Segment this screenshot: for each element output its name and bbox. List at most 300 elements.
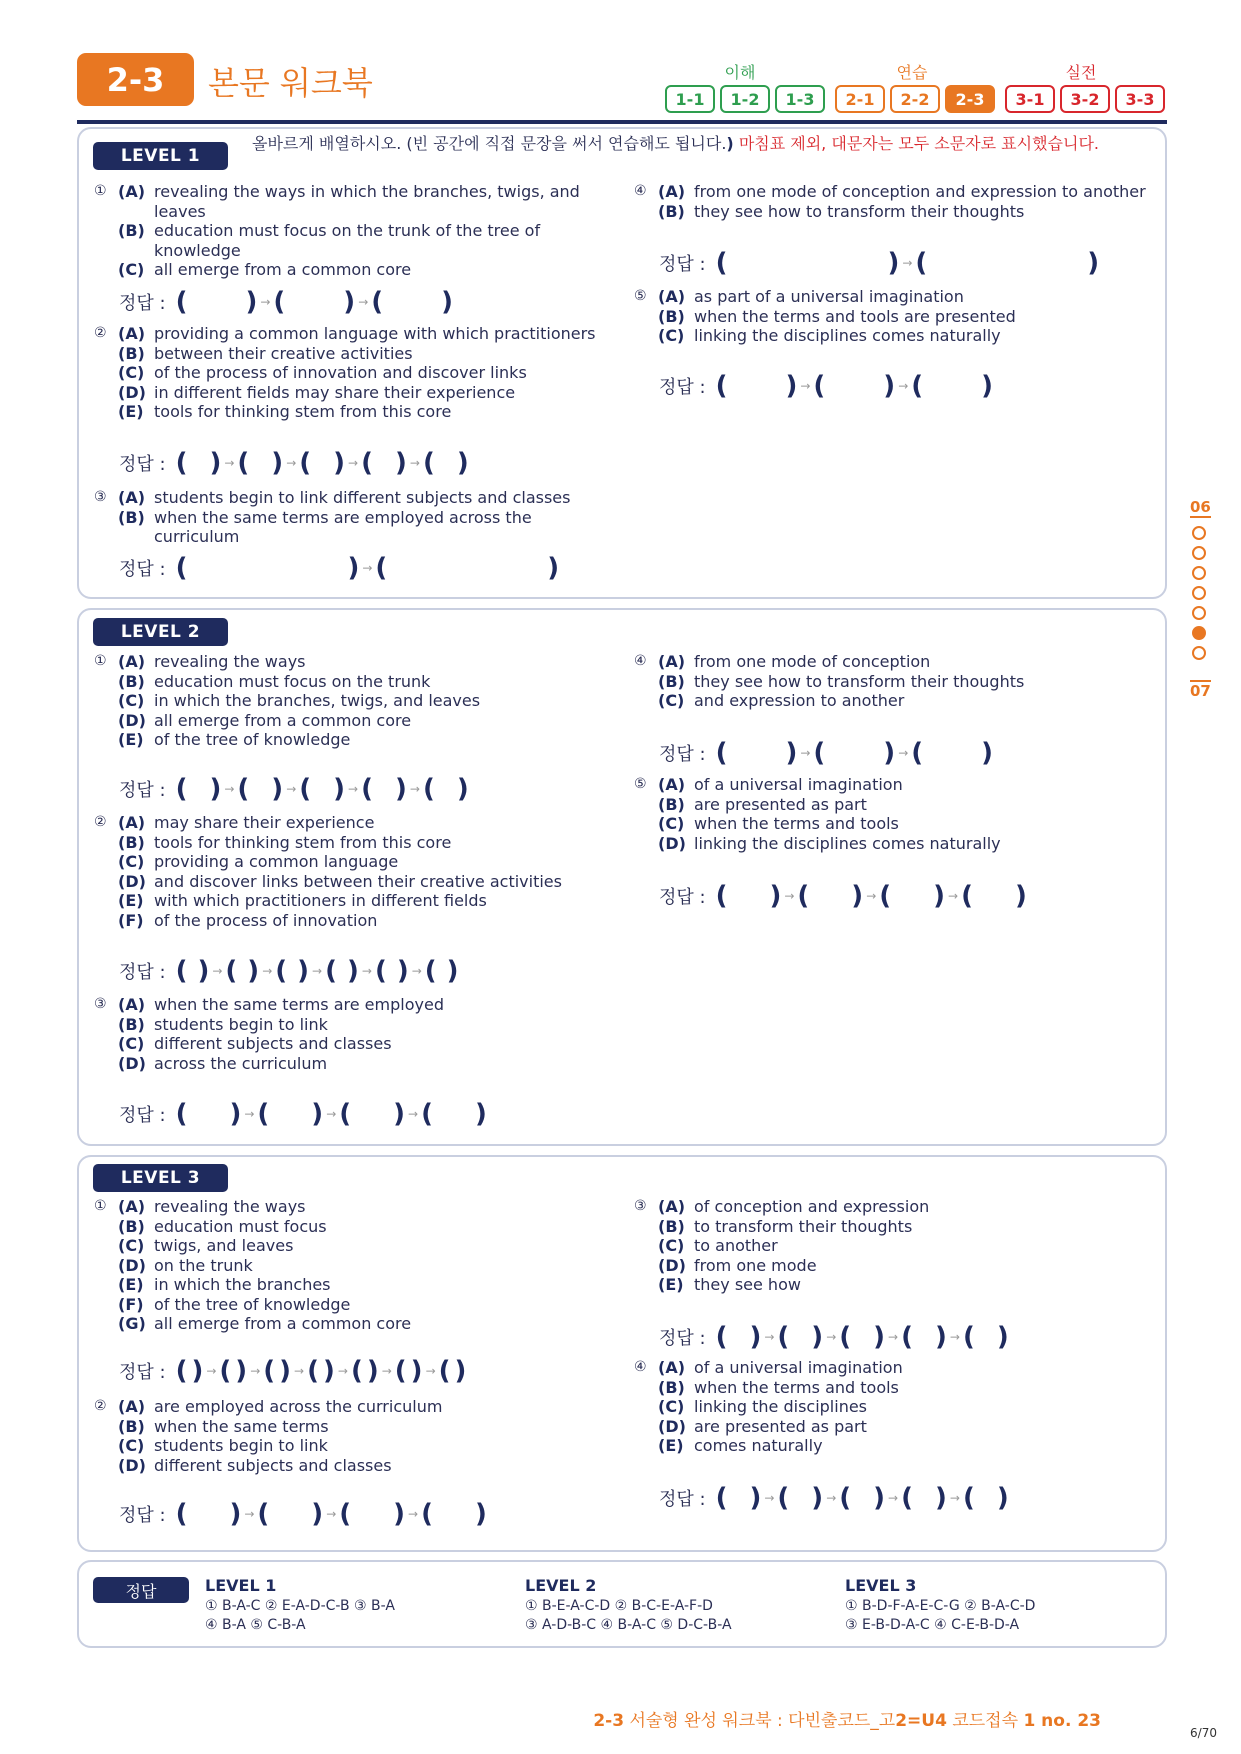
question-number bbox=[94, 872, 118, 892]
item-letter: (D) bbox=[118, 710, 146, 730]
answer-blank[interactable] bbox=[423, 450, 469, 476]
item-text: providing a common language with which practitioners bbox=[154, 324, 596, 343]
question-number bbox=[634, 1378, 658, 1398]
question-item bbox=[634, 182, 1154, 202]
answer-blank[interactable] bbox=[395, 1358, 423, 1384]
question-item bbox=[634, 1358, 1154, 1378]
close-paren: ) bbox=[456, 774, 469, 804]
close-paren: ) bbox=[873, 1483, 886, 1513]
answer-label: 정답 : bbox=[119, 780, 166, 801]
item-letter: (B) bbox=[118, 221, 145, 240]
arrow-icon: → bbox=[898, 746, 909, 760]
arrow-icon: → bbox=[250, 1364, 261, 1378]
answer-blank[interactable] bbox=[361, 450, 407, 476]
tab-1-3[interactable]: 1-3 bbox=[775, 85, 825, 113]
open-paren: ( bbox=[797, 881, 810, 911]
close-paren: ) bbox=[785, 371, 798, 401]
index-dot-active bbox=[1192, 626, 1206, 640]
item-text: and discover links between their creative activities bbox=[154, 871, 562, 891]
answer-label: 정답 : bbox=[659, 254, 706, 275]
question-number: ③ bbox=[94, 996, 107, 1012]
footer-code: 2-3 bbox=[593, 1711, 625, 1731]
arrow-icon: → bbox=[898, 379, 909, 393]
close-paren: ) bbox=[811, 1483, 824, 1513]
answer-blank[interactable] bbox=[375, 555, 559, 581]
item-letter: (D) bbox=[118, 382, 146, 402]
answer-blank[interactable] bbox=[307, 1358, 335, 1384]
open-paren: ( bbox=[421, 1099, 433, 1129]
item-letter: (A) bbox=[658, 1358, 686, 1377]
answer-blank[interactable] bbox=[963, 1324, 1009, 1350]
answer-blank[interactable] bbox=[439, 1358, 467, 1384]
answer-blank[interactable] bbox=[423, 776, 469, 802]
answer-blanks bbox=[659, 1322, 1009, 1352]
question-item bbox=[94, 324, 604, 344]
answer-blank[interactable] bbox=[219, 1358, 247, 1384]
answer-blank[interactable] bbox=[716, 883, 782, 909]
arrow-icon: → bbox=[888, 1330, 899, 1344]
item-text: providing a common language bbox=[154, 852, 399, 871]
arrow-icon: → bbox=[348, 782, 359, 796]
question bbox=[634, 652, 1154, 711]
question-item bbox=[634, 1256, 1154, 1276]
close-paren: ) bbox=[191, 1356, 204, 1386]
item-text: students begin to link bbox=[154, 1014, 328, 1034]
question-item bbox=[634, 775, 1154, 795]
answer-blank[interactable] bbox=[263, 1358, 291, 1384]
item-letter: (D) bbox=[118, 871, 146, 891]
close-paren: ) bbox=[229, 1499, 242, 1529]
question-number: ② bbox=[94, 1398, 107, 1414]
answer-key-label: 정답 bbox=[93, 1577, 189, 1603]
answer-blank[interactable] bbox=[361, 776, 407, 802]
index-dot bbox=[1192, 606, 1206, 620]
answer-key-line: ① B-A-C ② E-A-D-C-B ③ B-A bbox=[205, 1598, 395, 1614]
item-text: of a universal imagination bbox=[694, 1358, 903, 1377]
arrow-icon: → bbox=[326, 1107, 337, 1121]
item-letter: (C) bbox=[118, 1236, 145, 1255]
answer-blanks bbox=[659, 738, 993, 768]
item-text: comes naturally bbox=[694, 1436, 823, 1455]
answer-blank[interactable] bbox=[421, 1101, 487, 1127]
arrow-icon: → bbox=[362, 561, 373, 575]
question-item bbox=[94, 672, 604, 692]
question-number bbox=[634, 202, 658, 222]
open-paren: ( bbox=[394, 1356, 407, 1386]
item-letter: (C) bbox=[118, 852, 145, 871]
question bbox=[634, 182, 1154, 221]
question-number bbox=[634, 691, 658, 711]
question-number bbox=[94, 344, 118, 364]
answer-blank[interactable] bbox=[237, 450, 283, 476]
page-title: 본문 워크북 bbox=[208, 64, 373, 102]
close-paren: ) bbox=[322, 1356, 335, 1386]
answer-key-line: ④ B-A ⑤ C-B-A bbox=[205, 1617, 306, 1633]
answer-blank[interactable] bbox=[225, 958, 259, 984]
question-item bbox=[634, 691, 1154, 711]
question-number bbox=[634, 834, 658, 854]
open-paren: ( bbox=[339, 1099, 352, 1129]
open-paren: ( bbox=[911, 738, 924, 768]
answer-key-title: LEVEL 1 bbox=[205, 1576, 277, 1595]
question-number bbox=[634, 1275, 658, 1295]
item-text: different subjects and classes bbox=[154, 1034, 392, 1053]
item-letter: (B) bbox=[658, 306, 685, 326]
item-text: between their creative activities bbox=[154, 343, 413, 363]
item-letter: (C) bbox=[118, 363, 145, 382]
answer-blank[interactable] bbox=[325, 958, 359, 984]
question-item bbox=[634, 1378, 1154, 1398]
item-text: when the same terms are employed across the curriculum bbox=[154, 507, 532, 546]
arrow-icon: → bbox=[826, 1330, 837, 1344]
item-letter: (C) bbox=[118, 1034, 145, 1053]
open-paren: ( bbox=[219, 1356, 232, 1386]
close-paren: ) bbox=[393, 1499, 406, 1529]
item-text: of the process of innovation and discover links bbox=[154, 363, 527, 382]
answer-blank[interactable] bbox=[797, 883, 863, 909]
answer-blank[interactable] bbox=[339, 1501, 405, 1527]
answer-blank[interactable] bbox=[273, 289, 355, 315]
open-paren: ( bbox=[421, 1499, 433, 1529]
question-item bbox=[94, 1217, 604, 1237]
answer-blank[interactable] bbox=[716, 250, 900, 276]
answer-blank[interactable] bbox=[777, 1324, 823, 1350]
question-item bbox=[634, 307, 1154, 327]
item-letter: (B) bbox=[658, 1377, 685, 1397]
answer-key-line: ③ E-B-D-A-C ④ C-E-B-D-A bbox=[845, 1617, 1020, 1633]
answer-blank[interactable] bbox=[237, 776, 283, 802]
close-paren: ) bbox=[394, 448, 407, 478]
question-item bbox=[94, 402, 604, 422]
answer-label: 정답 : bbox=[659, 744, 706, 765]
question-item bbox=[94, 1256, 604, 1276]
item-text: linking the disciplines comes naturally bbox=[694, 326, 1001, 345]
open-paren: ( bbox=[175, 553, 188, 583]
question-item bbox=[634, 795, 1154, 815]
answer-label: 정답 : bbox=[119, 559, 166, 580]
tab-1-2[interactable]: 1-2 bbox=[720, 85, 770, 113]
answer-blank[interactable] bbox=[716, 740, 798, 766]
item-letter: (D) bbox=[658, 833, 686, 853]
arrow-icon: → bbox=[206, 1364, 217, 1378]
close-paren: ) bbox=[394, 774, 407, 804]
answer-key-line: ③ A-D-B-C ④ B-A-C ⑤ D-C-B-A bbox=[525, 1617, 732, 1633]
answer-blank[interactable] bbox=[915, 250, 1099, 276]
question-number: ② bbox=[94, 325, 107, 341]
tab-3-3[interactable]: 3-3 bbox=[1115, 85, 1165, 113]
item-letter: (F) bbox=[118, 1294, 144, 1314]
question-number bbox=[94, 508, 118, 547]
item-letter: (B) bbox=[118, 832, 145, 852]
answer-label: 정답 : bbox=[659, 1328, 706, 1349]
tab-2-3-active[interactable]: 2-3 bbox=[945, 85, 995, 113]
open-paren: ( bbox=[339, 1499, 352, 1529]
answer-blank[interactable] bbox=[421, 1501, 487, 1527]
answer-key-line: ① B-E-A-C-D ② B-C-E-A-F-D bbox=[525, 1598, 713, 1614]
item-letter: (B) bbox=[118, 1416, 145, 1436]
item-text: in different fields may share their experience bbox=[154, 382, 516, 402]
answer-blank[interactable] bbox=[275, 958, 309, 984]
question-item bbox=[634, 814, 1154, 834]
answer-blank[interactable] bbox=[257, 1101, 323, 1127]
arrow-icon: → bbox=[260, 295, 271, 309]
question-item bbox=[634, 1417, 1154, 1437]
answer-blank[interactable] bbox=[339, 1101, 405, 1127]
answer-blanks bbox=[659, 881, 1027, 911]
question-item bbox=[634, 1436, 1154, 1456]
answer-sequence bbox=[176, 1501, 487, 1527]
close-paren: ) bbox=[851, 881, 864, 911]
answer-blank[interactable] bbox=[716, 373, 798, 399]
item-text: of a universal imagination bbox=[694, 775, 903, 794]
arrow-icon: → bbox=[348, 456, 359, 470]
question-item bbox=[634, 1217, 1154, 1237]
answer-blank[interactable] bbox=[176, 1358, 204, 1384]
item-letter: (A) bbox=[118, 324, 146, 343]
question-number bbox=[94, 1436, 118, 1456]
close-paren: ) bbox=[297, 956, 310, 986]
item-text: from one mode bbox=[694, 1255, 817, 1275]
answer-blanks bbox=[119, 287, 453, 317]
question-item bbox=[94, 1015, 604, 1035]
arrow-icon: → bbox=[948, 889, 959, 903]
item-letter: (D) bbox=[118, 1455, 146, 1475]
open-paren: ( bbox=[350, 1356, 363, 1386]
item-letter: (E) bbox=[118, 891, 144, 910]
close-paren: ) bbox=[343, 287, 356, 317]
level-2-label: LEVEL 2 bbox=[93, 618, 228, 646]
item-letter: (A) bbox=[658, 1197, 686, 1216]
answer-blank[interactable] bbox=[813, 373, 895, 399]
answer-blank[interactable] bbox=[176, 776, 222, 802]
answer-blanks bbox=[119, 774, 469, 804]
answer-blanks bbox=[659, 1483, 1009, 1513]
footer bbox=[593, 1706, 1101, 1731]
answer-blank[interactable] bbox=[839, 1324, 885, 1350]
item-text: and expression to another bbox=[694, 691, 905, 710]
answer-blank[interactable] bbox=[176, 1101, 242, 1127]
answer-blank[interactable] bbox=[176, 958, 210, 984]
answer-blank[interactable] bbox=[176, 289, 258, 315]
question-number bbox=[94, 1256, 118, 1276]
footer-text: 서술형 완성 워크북 : bbox=[624, 1711, 789, 1731]
open-paren: ( bbox=[839, 1483, 852, 1513]
answer-blank[interactable] bbox=[961, 883, 1027, 909]
answer-blank[interactable] bbox=[839, 1485, 885, 1511]
close-paren: ) bbox=[271, 774, 284, 804]
arrow-icon: → bbox=[286, 782, 297, 796]
answer-blank[interactable] bbox=[777, 1485, 823, 1511]
answer-blank[interactable] bbox=[716, 1485, 762, 1511]
tab-1-1[interactable]: 1-1 bbox=[665, 85, 715, 113]
open-paren: ( bbox=[375, 553, 388, 583]
item-text: education must focus on the trunk bbox=[154, 671, 431, 691]
question-number bbox=[634, 1397, 658, 1417]
answer-blank[interactable] bbox=[813, 740, 895, 766]
close-paren: ) bbox=[311, 1099, 324, 1129]
arrow-icon: → bbox=[358, 295, 369, 309]
answer-blank[interactable] bbox=[901, 1485, 947, 1511]
item-text: all emerge from a common core bbox=[154, 710, 412, 730]
open-paren: ( bbox=[879, 881, 892, 911]
open-paren: ( bbox=[299, 774, 312, 804]
close-paren: ) bbox=[933, 881, 946, 911]
close-paren: ) bbox=[749, 1322, 762, 1352]
item-text: linking the disciplines comes naturally bbox=[694, 833, 1001, 853]
close-paren: ) bbox=[279, 1356, 292, 1386]
item-letter: (E) bbox=[118, 730, 144, 749]
answer-blanks bbox=[119, 1499, 487, 1529]
side-index-top: 06 bbox=[1190, 498, 1211, 516]
footer-code: 1 no. 23 bbox=[1023, 1711, 1101, 1731]
item-text: are presented as part bbox=[694, 794, 867, 814]
answer-blank[interactable] bbox=[911, 740, 993, 766]
question-item bbox=[94, 1314, 604, 1334]
arrow-icon: → bbox=[326, 1507, 337, 1521]
arrow-icon: → bbox=[312, 964, 323, 978]
answer-blank[interactable] bbox=[425, 958, 459, 984]
question-item bbox=[94, 911, 604, 931]
close-paren: ) bbox=[996, 1322, 1009, 1352]
open-paren: ( bbox=[175, 1099, 188, 1129]
question bbox=[94, 488, 604, 547]
question-item bbox=[634, 326, 1154, 346]
question-item bbox=[94, 1197, 604, 1217]
open-paren: ( bbox=[257, 1099, 270, 1129]
answer-key-title: LEVEL 2 bbox=[525, 1576, 597, 1595]
close-paren: ) bbox=[235, 1356, 248, 1386]
question-item bbox=[634, 1236, 1154, 1256]
question-item bbox=[94, 1436, 604, 1456]
open-paren: ( bbox=[839, 1322, 852, 1352]
question-item bbox=[94, 363, 604, 383]
item-text: twigs, and leaves bbox=[154, 1236, 294, 1255]
arrow-icon: → bbox=[294, 1364, 305, 1378]
close-paren: ) bbox=[333, 774, 346, 804]
arrow-icon: → bbox=[949, 1491, 960, 1505]
answer-blank[interactable] bbox=[257, 1501, 323, 1527]
question-number bbox=[94, 891, 118, 911]
item-letter: (D) bbox=[118, 1053, 146, 1073]
question-item bbox=[94, 872, 604, 892]
item-text: as part of a universal imagination bbox=[694, 287, 964, 306]
answer-blank[interactable] bbox=[176, 450, 222, 476]
item-letter: (A) bbox=[118, 995, 146, 1014]
answer-blank[interactable] bbox=[901, 1324, 947, 1350]
tab-group-practice bbox=[835, 85, 995, 113]
question-item bbox=[94, 1397, 604, 1417]
close-paren: ) bbox=[934, 1483, 947, 1513]
item-letter: (C) bbox=[658, 691, 685, 710]
group-label-real: 실전 bbox=[1065, 63, 1097, 82]
item-text: are presented as part bbox=[694, 1416, 867, 1436]
question-number bbox=[94, 1456, 118, 1476]
question-item bbox=[94, 508, 604, 547]
answer-blank[interactable] bbox=[176, 555, 360, 581]
item-text: when the terms and tools bbox=[694, 814, 899, 833]
tab-group-understand bbox=[665, 85, 825, 113]
answer-label: 정답 : bbox=[119, 962, 166, 983]
open-paren: ( bbox=[813, 738, 826, 768]
arrow-icon: → bbox=[902, 256, 913, 270]
level-1-label: LEVEL 1 bbox=[93, 142, 228, 170]
item-letter: (A) bbox=[658, 287, 686, 306]
answer-blank[interactable] bbox=[716, 1324, 762, 1350]
question-item bbox=[94, 383, 604, 403]
question bbox=[94, 1197, 604, 1334]
open-paren: ( bbox=[325, 956, 337, 986]
group-label-practice: 연습 bbox=[896, 63, 928, 82]
question-number: ① bbox=[94, 183, 107, 199]
item-text: when the terms and tools are presented bbox=[694, 306, 1016, 326]
item-letter: (C) bbox=[658, 1236, 685, 1255]
close-paren: ) bbox=[785, 738, 798, 768]
question-number bbox=[634, 1217, 658, 1237]
tab-3-1[interactable]: 3-1 bbox=[1005, 85, 1055, 113]
item-letter: (A) bbox=[118, 182, 146, 201]
close-paren: ) bbox=[769, 881, 782, 911]
tab-2-1[interactable]: 2-1 bbox=[835, 85, 885, 113]
close-paren: ) bbox=[996, 1483, 1009, 1513]
item-letter: (B) bbox=[658, 794, 685, 814]
header-divider bbox=[77, 120, 1167, 124]
answer-blank[interactable] bbox=[879, 883, 945, 909]
close-paren: ) bbox=[1014, 881, 1027, 911]
question-number bbox=[634, 672, 658, 692]
page-number: 6/70 bbox=[1190, 1726, 1217, 1740]
item-text: revealing the ways in which the branches, twigs, and leaves bbox=[154, 182, 580, 221]
answer-blank[interactable] bbox=[176, 1501, 242, 1527]
item-letter: (B) bbox=[118, 671, 145, 691]
arrow-icon: → bbox=[244, 1507, 255, 1521]
answer-blank[interactable] bbox=[299, 776, 345, 802]
open-paren: ( bbox=[175, 774, 188, 804]
answer-blank[interactable] bbox=[299, 450, 345, 476]
index-dot bbox=[1192, 546, 1206, 560]
question-number bbox=[94, 1054, 118, 1074]
arrow-icon: → bbox=[425, 1364, 436, 1378]
question-item bbox=[634, 1397, 1154, 1417]
answer-blank[interactable] bbox=[351, 1358, 379, 1384]
answer-blank[interactable] bbox=[911, 373, 993, 399]
answer-label: 정답 : bbox=[119, 293, 166, 314]
open-paren: ( bbox=[371, 287, 384, 317]
open-paren: ( bbox=[422, 774, 435, 804]
item-letter: (C) bbox=[118, 691, 145, 710]
question bbox=[94, 324, 604, 422]
close-paren: ) bbox=[333, 448, 346, 478]
answer-blank[interactable] bbox=[963, 1485, 1009, 1511]
tab-3-2[interactable]: 3-2 bbox=[1060, 85, 1110, 113]
answer-blank[interactable] bbox=[375, 958, 409, 984]
item-letter: (B) bbox=[658, 201, 685, 221]
item-text: of the tree of knowledge bbox=[154, 730, 351, 749]
answer-label: 정답 : bbox=[119, 1362, 166, 1383]
answer-blanks bbox=[119, 553, 559, 583]
open-paren: ( bbox=[715, 881, 728, 911]
question-number: ⑤ bbox=[634, 776, 647, 792]
item-text: with which practitioners in different fields bbox=[154, 891, 487, 910]
answer-blank[interactable] bbox=[371, 289, 453, 315]
open-paren: ( bbox=[237, 774, 250, 804]
tab-2-2[interactable]: 2-2 bbox=[890, 85, 940, 113]
item-text: students begin to link different subjects and classes bbox=[154, 488, 571, 507]
question-item bbox=[94, 813, 604, 833]
open-paren: ( bbox=[175, 448, 188, 478]
arrow-icon: → bbox=[409, 782, 420, 796]
question-item bbox=[634, 834, 1154, 854]
question-item bbox=[94, 995, 604, 1015]
